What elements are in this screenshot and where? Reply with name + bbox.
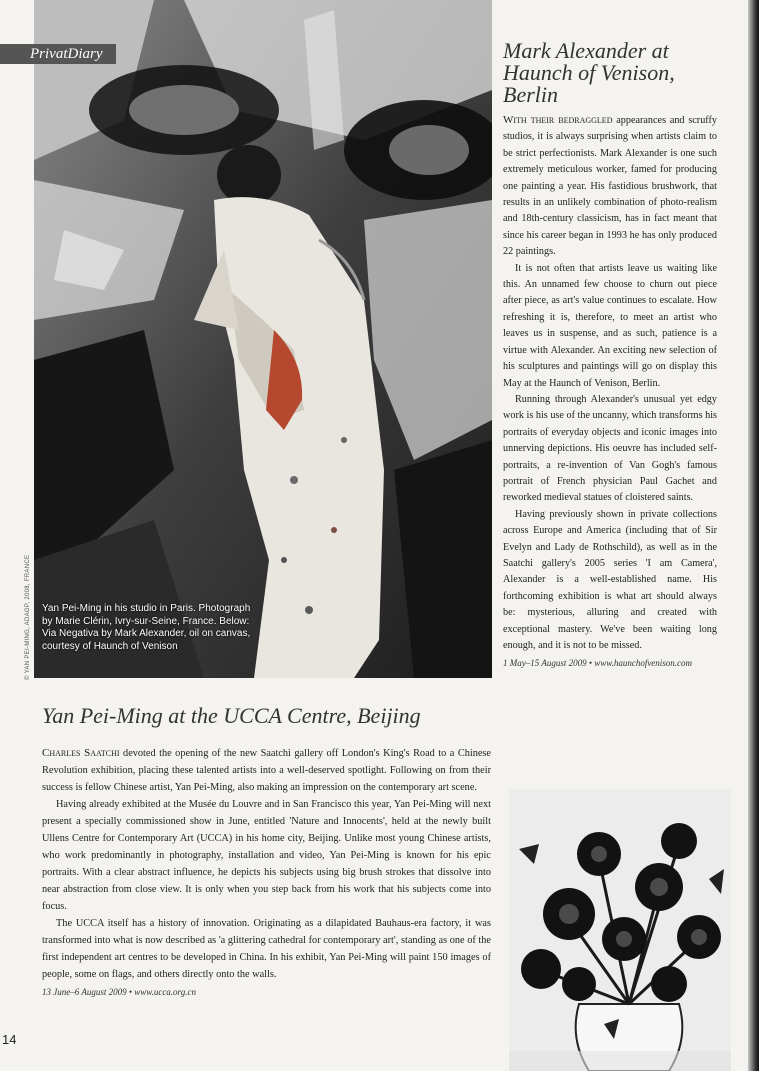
article-paragraph: The UCCA itself has a history of innovation. Originating as a dilapidated Bauhaus-era factory, it was transformed into what is now described as 'a glittering cathedral for contemporary art', standing as one of the first independent art centres to be developed in China. In his exhibit, Yan Pei-Ming will paint 150 images of people, some on flags, and others directly onto the walls. — [42, 918, 491, 980]
lead-in: Charles Saatchi — [42, 747, 120, 759]
photo-caption: Yan Pei-Ming in his studio in Paris. Photograph by Marie Clérin, Ivry-sur-Seine, France. Below: Via Negativa by Mark Alexander, oil on canvas, courtesy of Haunch of Venison — [42, 603, 251, 652]
event-dates-link: 1 May–15 August 2009 • www.haunchofvenison.com — [503, 658, 693, 669]
article-paragraph: Having previously shown in private collections across Europe and America (including that of Sir Evelyn and Lady de Rothschild), as well as in the Saatchi gallery's 2005 series 'I am Camera', Alexander is a well-established name. His forthcoming exhibition is what art should always be: mysterious, alluring and created with exceptional mastery. We've been waiting long enough, and it is not to be missed. — [503, 508, 717, 651]
via-negativa-painting — [509, 789, 731, 1071]
article-paragraph: It is not often that artists leave us waiting like this. An unnamed few choose to churn out piece after piece, as art's value continues to escalate. How refreshing it is, therefore, to meet an artist who leaves us in suspense, and as such, patience is a virtue with Alexander. An exciting new selection of his sculptures and paintings will go on display this May at the Haunch of Venison, Berlin. — [503, 262, 717, 389]
sunflowers-illustration — [509, 789, 731, 1071]
main-photograph — [34, 0, 492, 678]
painter-at-portrait-illustration — [34, 0, 492, 678]
page-gutter — [748, 0, 759, 1071]
article-title: Yan Pei-Ming at the UCCA Centre, Beijing — [42, 703, 421, 728]
article-paragraph: Charles Saatchi devoted the opening of the new Saatchi gallery off London's King's Road to a Chinese Revolution exhibition, placing these talented artists into a well-deserved spotlight. Following on from their success is fellow Chinese artist, Yan Pei-Ming, also making an impression on the contemporary art scene. — [42, 747, 491, 793]
yan-pei-ming-article — [42, 745, 491, 997]
article-paragraph: Running through Alexander's unusual yet edgy work is his use of the uncanny, which transforms his portraits of everyday objects and iconic images into unnerving depictions. His oeuvre has included self-portraits, a re-invention of Van Gogh's famous portrait of French physician Paul Gachet and reworked medieval statues of cloistered saints. — [503, 393, 717, 504]
article-paragraph: Having already exhibited at the Musée du Louvre and in San Francisco this year, Yan Pei-Ming will next present a specially commissioned show in June, entitled 'Nature and Innocents', held at the newly built Ullens Centre for Contemporary Art (UCCA) in his home city, Beijing. Unlike most young Chinese artists, who work predominantly in photography, installation and video, Yan Pei-Ming is known for his epic portraits. With a clear abstract influence, he depicts his subjects using big brush strokes that dissolve into near abstraction from close view. It is only when you step back from his work that his subjects come into focus. — [42, 799, 491, 912]
article-title: Mark Alexander at Haunch of Venison, Berlin — [503, 38, 675, 107]
section-tag: PrivatDiary — [0, 44, 116, 64]
page-number: 14 — [2, 1032, 17, 1047]
article-paragraph: With their bedraggled appearances and scruffy studios, it is always surprising when artists claim to be strict perfectionists. Mark Alexander is one such extremely meticulous worker, famed for producing one painting a year. His fastidious brushwork, that results in an unlikely combination of photo-realism and 18th-century classicism, has in fact meant that since his career began in 1993 he has only produced 22 paintings. — [503, 114, 717, 258]
lead-in: With their bedraggled — [503, 114, 613, 126]
mark-alexander-article — [503, 40, 717, 668]
event-dates-link: 13 June–6 August 2009 • www.ucca.org.cn — [42, 987, 196, 997]
